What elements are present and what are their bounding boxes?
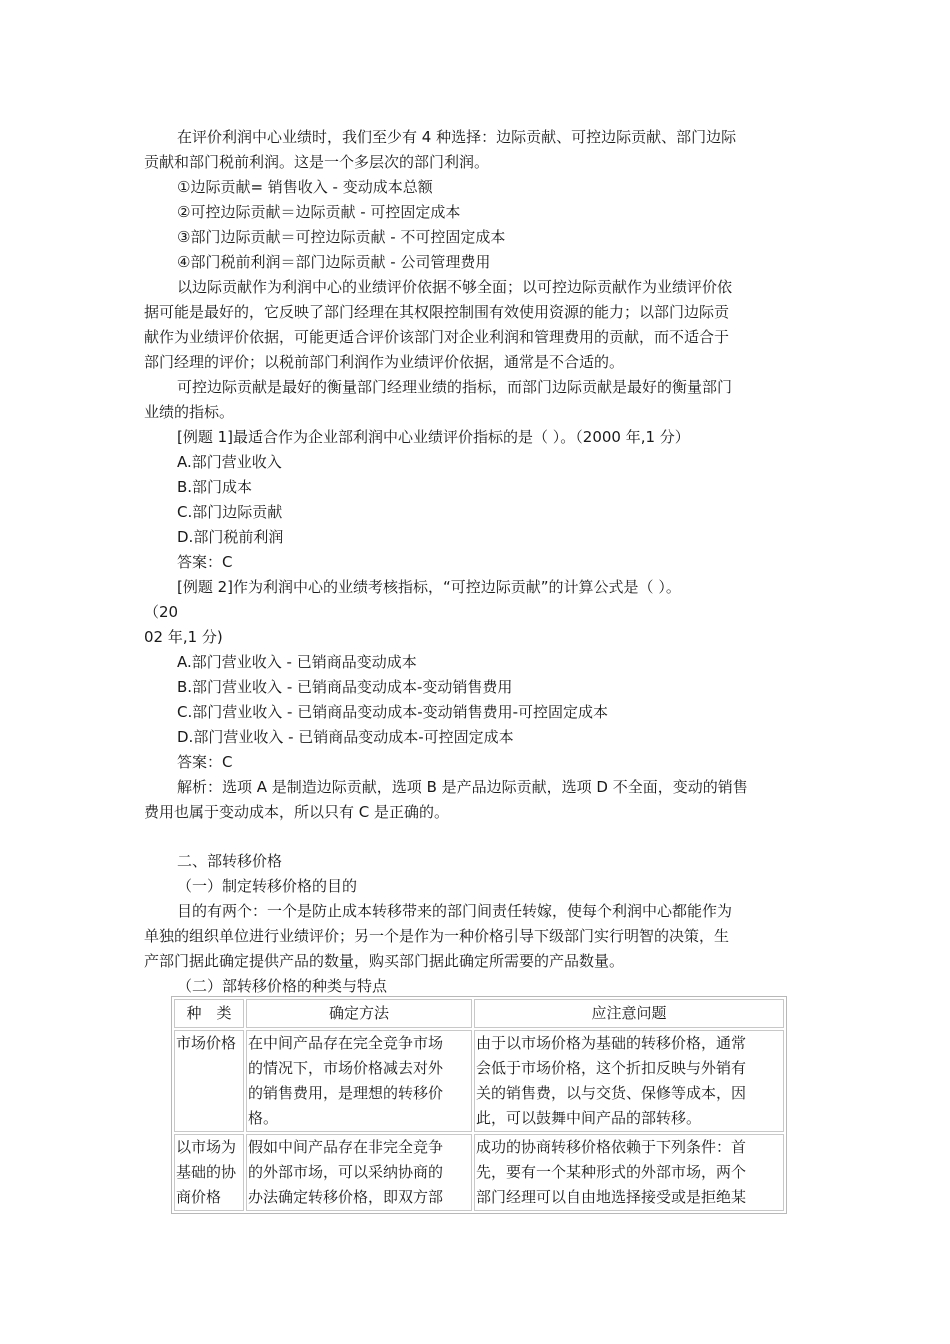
header-notes: 应注意问题 [474,999,784,1028]
formula-line: ①边际贡献= 销售收入 - 变动成本总额 [177,178,433,196]
paragraph-line: 以边际贡献作为利润中心的业绩评价依据不够全面；以可控边际贡献作为业绩评价依 [177,278,733,296]
explanation-line: 费用也属于变动成本，所以只有 C 是正确的。 [144,803,450,821]
paragraph-line: 献作为业绩评价依据，可能更适合评价该部门对企业利润和管理费用的贡献，而不适合于 [144,328,730,346]
answer-line: 答案：C [177,753,233,771]
table-row [174,1134,784,1211]
cell-line: 基础的协 [176,1163,237,1181]
option-c: C.部门营业收入 - 已销商品变动成本-变动销售费用-可控固定成本 [177,703,609,721]
paragraph-line: 在评价利润中心业绩时，我们至少有 4 种选择：边际贡献、可控边际贡献、部门边际 [177,128,737,146]
cell-line: 的情况下，市场价格减去对外 [248,1059,444,1077]
explanation-line: 解析：选项 A 是制造边际贡献，选项 B 是产品边际贡献，选项 D 不全面，变动的销售 [177,778,748,796]
cell-line: 部门经理可以自由地选择接受或是拒绝某 [476,1188,747,1206]
paragraph-line: 单独的组织单位进行业绩评价；另一个是作为一种价格引导下级部门实行明智的决策，生 [144,927,730,945]
subsection-heading: （二）部转移价格的种类与特点 [177,977,388,995]
option-d: D.部门营业收入 - 已销商品变动成本-可控固定成本 [177,728,514,746]
option-b: B.部门成本 [177,478,253,496]
cell-line: 的外部市场，可以采纳协商的 [248,1163,444,1181]
table-header-row [174,999,784,1028]
cell-line: 办法确定转移价格，即双方部 [248,1188,444,1206]
cell-line: 商价格 [176,1188,222,1206]
cell-line: 此，可以鼓舞中间产品的部转移。 [476,1109,702,1127]
cell-line: 以市场为 [176,1138,237,1156]
cell-type [174,1030,244,1132]
cell-line: 会低于市场价格，这个折扣反映与外销有 [476,1059,747,1077]
paragraph-line: 据可能是最好的，它反映了部门经理在其权限控制围有效使用资源的能力；以部门边际贡 [144,303,730,321]
cell-line: 成功的协商转移价格依赖于下列条件：首 [476,1138,747,1156]
paragraph-line: 可控边际贡献是最好的衡量部门经理业绩的指标，而部门边际贡献是最好的衡量部门 [177,378,733,396]
paragraph-line: 部门经理的评价；以税前部门利润作为业绩评价依据，通常是不合适的。 [144,353,625,371]
option-a: A.部门营业收入 - 已销商品变动成本 [177,653,417,671]
formula-line: ②可控边际贡献＝边际贡献 - 可控固定成本 [177,203,461,221]
option-b: B.部门营业收入 - 已销商品变动成本-变动销售费用 [177,678,513,696]
option-a: A.部门营业收入 [177,453,282,471]
cell-line: 由于以市场价格为基础的转移价格，通常 [476,1034,747,1052]
cell-line: 市场价格 [176,1034,237,1052]
cell-method [246,1134,472,1211]
paragraph-line: 贡献和部门税前利润。这是一个多层次的部门利润。 [144,153,490,171]
paragraph-line: 业绩的指标。 [144,403,235,421]
cell-line: 先，要有一个某种形式的外部市场，两个 [476,1163,747,1181]
formula-line: ③部门边际贡献＝可控边际贡献 - 不可控固定成本 [177,228,506,246]
cell-notes [474,1030,784,1132]
paragraph-line: 02 年,1 分) [144,628,223,646]
cell-line: 格。 [248,1109,279,1127]
example-question: [例题 2]作为利润中心的业绩考核指标，“可控边际贡献”的计算公式是（ ）。 [177,578,681,596]
formula-line: ④部门税前利润＝部门边际贡献 - 公司管理费用 [177,253,491,271]
option-c: C.部门边际贡献 [177,503,283,521]
cell-line: 关的销售费，以与交货、保修等成本，因 [476,1084,747,1102]
cell-line: 假如中间产品存在非完全竞争 [248,1138,444,1156]
header-type: 种 类 [174,999,244,1028]
paragraph-line: 目的有两个：一个是防止成本转移带来的部门间责任转嫁，使每个利润中心都能作为 [177,902,733,920]
answer-line: 答案：C [177,553,233,571]
transfer-price-table [171,996,787,1214]
cell-line: 在中间产品存在完全竞争市场 [248,1034,444,1052]
table-row [174,1030,784,1132]
cell-line: 的销售费用，是理想的转移价 [248,1084,444,1102]
header-method: 确定方法 [246,999,472,1028]
subsection-heading: （一）制定转移价格的目的 [177,877,358,895]
option-d: D.部门税前利润 [177,528,284,546]
cell-notes [474,1134,784,1211]
example-question: [例题 1]最适合作为企业部利润中心业绩评价指标的是（ ）。（2000 年,1 分） [177,428,690,446]
cell-type [174,1134,244,1211]
paragraph-line: 产部门据此确定提供产品的数量，购买部门据此确定所需要的产品数量。 [144,952,625,970]
cell-method [246,1030,472,1132]
section-heading: 二、部转移价格 [177,852,283,870]
paragraph-line: （20 [144,603,179,621]
